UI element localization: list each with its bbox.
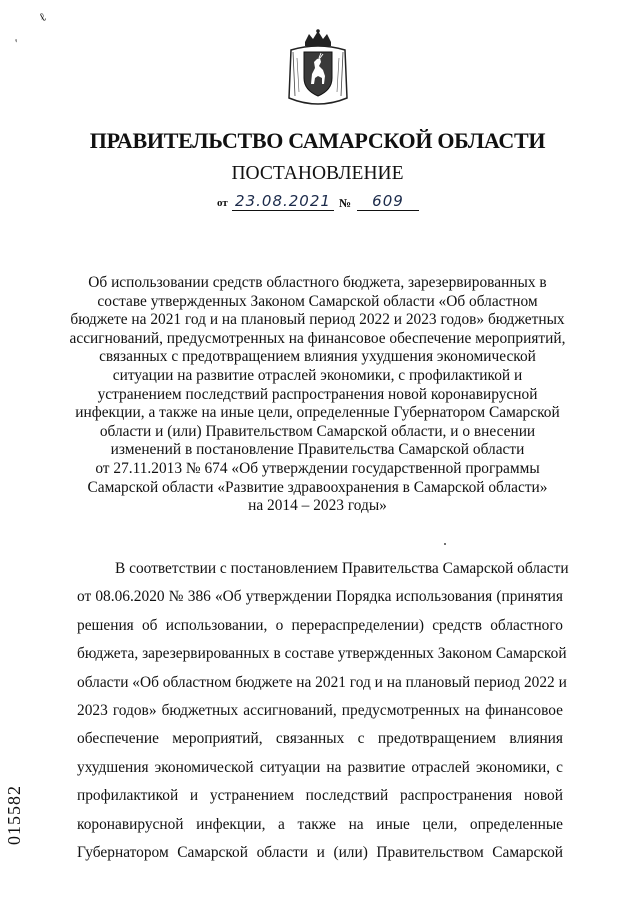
subject-line: от 27.11.2013 № 674 «Об утверждении государственной программы — [95, 459, 540, 477]
number-prefix: № — [339, 196, 352, 210]
document-type-title: ПОСТАНОВЛЕНИЕ — [231, 163, 404, 184]
body-line: коронавирусной инфекции, а также на иные цели, определенные — [77, 815, 563, 833]
body-line: 2023 годов» бюджетных ассигнований, предусмотренных на финансовое — [77, 701, 563, 719]
body-line: от 08.06.2020 № 386 «Об утверждении Порядка использования (принятия — [77, 588, 563, 606]
body-line: ухудшения экономической ситуации на развитие отраслей экономики, с — [77, 758, 563, 776]
document-subject — [0, 274, 635, 516]
margin-pen-mark: ℓ — [36, 9, 49, 25]
coat-of-arms-emblem-icon — [285, 28, 351, 108]
body-line: В соответствии с постановлением Правительства Самарской области — [115, 560, 569, 577]
body-line: Губернатором Самарской области и (или) Правительством Самарской — [77, 843, 563, 861]
document-date: 23.08.2021 — [232, 192, 334, 211]
subject-line: области и (или) Правительством Самарской области, и о внесении — [99, 422, 536, 440]
subject-line: ситуации на развитие отраслей экономики, с профилактикой и — [112, 366, 523, 384]
document-body — [77, 555, 569, 867]
subject-line: связанных с предотвращением влияния ухудшения экономической — [99, 348, 536, 366]
body-line: решения об использовании, о перераспределении) средств областного — [77, 616, 563, 634]
subject-line: ассигнований, предусмотренных на финансовое обеспечение мероприятий, — [69, 329, 566, 347]
document-number: 609 — [357, 192, 419, 211]
subject-line: Об использовании средств областного бюджета, зарезервированных в — [88, 274, 547, 291]
subject-line: на 2014 – 2023 годы» — [248, 497, 387, 515]
body-line: области «Об областном бюджете на 2021 год и на плановый период 2022 и — [77, 673, 567, 691]
date-prefix: от — [217, 197, 228, 209]
subject-line: бюджете на 2021 год и на плановый период 2022 и 2023 годов» бюджетных — [70, 311, 565, 329]
body-line: бюджета, зарезервированных в составе утвержденных Законом Самарской — [77, 645, 567, 663]
body-line: профилактикой и устранением последствий распространения новой — [77, 787, 563, 805]
subject-line: инфекции, а также на иные цели, определенные Губернатором Самарской — [75, 404, 560, 422]
subject-line: изменений в постановление Правительства Самарской области — [110, 441, 525, 459]
pen-dot — [444, 543, 446, 545]
subject-line: составе утвержденных Законом Самарской области «Об областном — [97, 292, 538, 310]
subject-line: Самарской области «Развитие здравоохранения в Самарской области» — [87, 478, 548, 496]
margin-pen-mark: ʹ — [13, 36, 21, 51]
subject-line: устранением последствий распространения новой коронавирусной — [97, 385, 538, 403]
body-line: обеспечение мероприятий, связанных с предотвращением влияния — [77, 730, 563, 748]
side-serial-number: 015582 — [4, 785, 24, 845]
organization-title: ПРАВИТЕЛЬСТВО САМАРСКОЙ ОБЛАСТИ — [89, 128, 546, 153]
